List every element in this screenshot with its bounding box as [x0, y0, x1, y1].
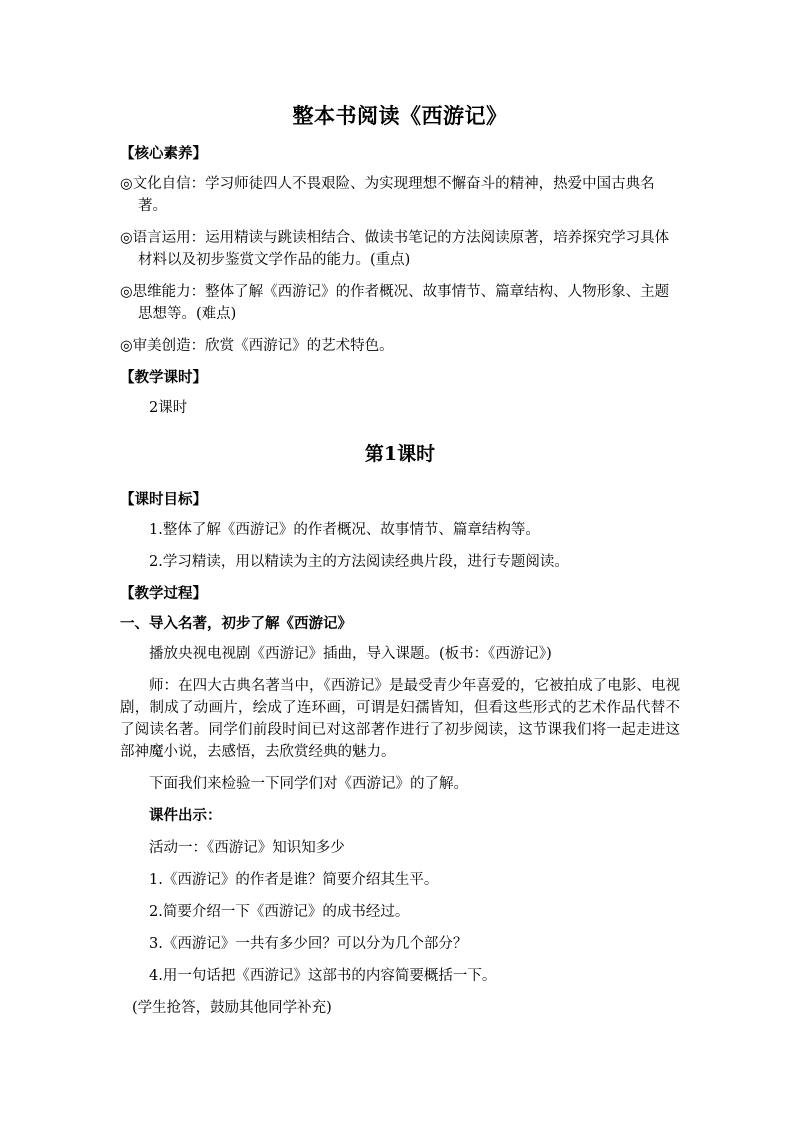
process-paragraph: 下面我们来检验一下同学们对《西游记》的了解。 [149, 776, 468, 792]
objectives-header: 【课时目标】 [120, 491, 207, 508]
question-item: 3.《西游记》一共有多少回？可以分为几个部分？ [149, 936, 468, 952]
step1-title: 一、导入名著，初步了解《西游记》 [120, 615, 352, 632]
core-literacy-item-culture: ◎文化自信：学习师徒四人不畏艰险、为实现理想不懈奋斗的精神，热爱中国古典名著。 [120, 176, 655, 214]
document-title: 整本书阅读《西游记》 [292, 103, 508, 128]
core-literacy-header: 【核心素养】 [120, 145, 207, 162]
process-header: 【教学过程】 [120, 585, 207, 602]
courseware-label: 课件出示： [149, 807, 222, 824]
objective-item: 2.学习精读，用以精读为主的方法阅读经典片段，进行专题阅读。 [149, 554, 569, 570]
teaching-hours-header: 【教学课时】 [120, 369, 207, 386]
process-paragraph: 师：在四大古典名著当中，《西游记》是最受青少年喜爱的，它被拍成了电影、电视剧，制成了动画片，绘成了连环画，可谓是妇孺皆知，但看这些形式的艺术作品代替不了阅读名著。同学们前段时间已对这部著作进行了初步阅读，这节课我们将一起走进这部神魔小说，去感悟，去欣赏经典的魅力。 [120, 678, 680, 760]
activity-title: 活动一：《西游记》知识知多少 [149, 840, 345, 856]
question-item: 1.《西游记》的作者是谁？简要介绍其生平。 [149, 872, 439, 888]
core-literacy-item-aesthetics: ◎审美创造：欣赏《西游记》的艺术特色。 [120, 338, 394, 354]
document-body [120, 101, 680, 1029]
question-item: 2.简要介绍一下《西游记》的成书经过。 [149, 904, 410, 920]
core-literacy-item-thinking: ◎思维能力：整体了解《西游记》的作者概况、故事情节、篇章结构、人物形象、主题思想等。(难点) [120, 284, 670, 322]
student-note: (学生抢答，鼓励其他同学补充) [132, 1000, 332, 1016]
core-literacy-item-language: ◎语言运用：运用精读与跳读相结合、做读书笔记的方法阅读原著，培养探究学习具体材料以及初步鉴赏文学作品的能力。(重点) [120, 230, 670, 268]
question-item: 4.用一句话把《西游记》这部书的内容简要概括一下。 [149, 968, 497, 984]
process-paragraph: 播放央视电视剧《西游记》插曲，导入课题。(板书：《西游记》) [149, 646, 552, 662]
teaching-hours-value: 2课时 [149, 400, 188, 416]
objective-item: 1.整体了解《西游记》的作者概况、故事情节、篇章结构等。 [149, 522, 540, 538]
lesson-title: 第1课时 [364, 443, 436, 465]
